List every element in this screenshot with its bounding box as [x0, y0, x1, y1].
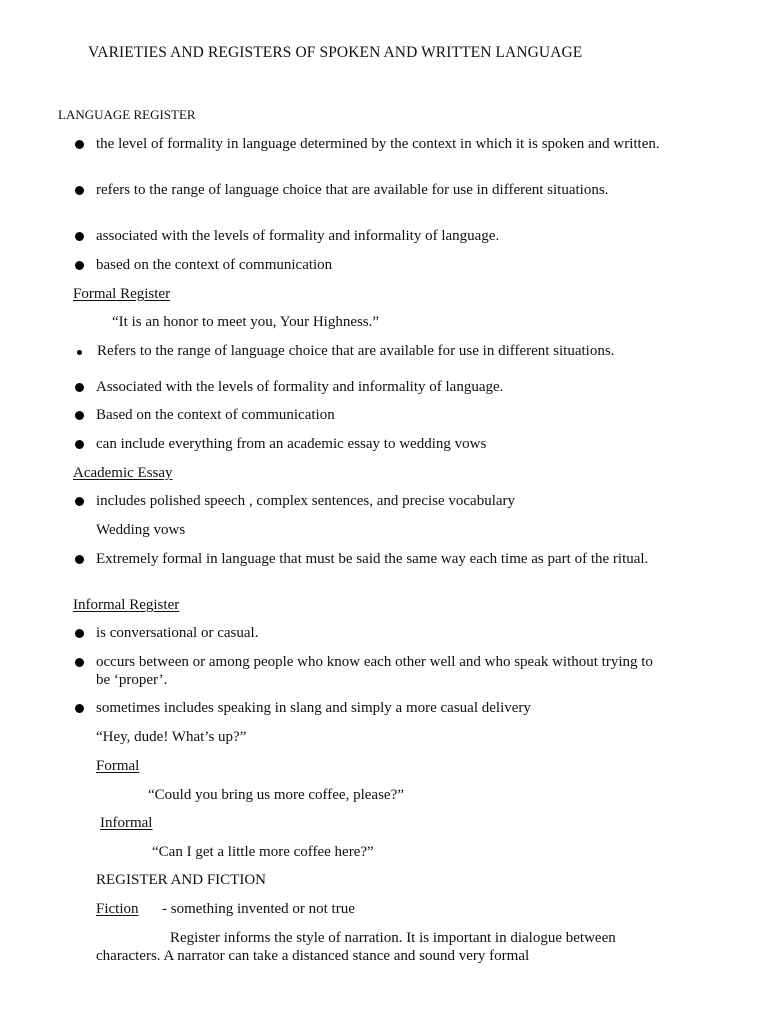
list-item: sometimes includes speaking in slang and simply a more casual delivery: [96, 700, 531, 716]
informal-example-label: Informal: [100, 815, 153, 831]
bullet-icon: [75, 383, 84, 392]
list-item: associated with the levels of formality and informality of language.: [96, 228, 500, 244]
wedding-vows-label: Wedding vows: [96, 522, 186, 538]
informal-example-quote: “Can I get a little more coffee here?”: [152, 844, 374, 860]
bullet-icon: [77, 350, 82, 355]
bullet-icon: [75, 629, 84, 638]
bullet-icon: [75, 704, 84, 713]
bullet-icon: [75, 186, 84, 195]
list-item: Associated with the levels of formality and informality of language.: [96, 379, 504, 395]
list-item: the level of formality in language determined by the context in which it is spoken and written.: [96, 136, 660, 152]
bullet-icon: [75, 497, 84, 506]
document-title: VARIETIES AND REGISTERS OF SPOKEN AND WRITTEN LANGUAGE: [88, 44, 583, 61]
bullet-icon: [75, 232, 84, 241]
formal-register-heading: Formal Register: [73, 286, 171, 302]
list-item: occurs between or among people who know each other well and who speak without trying to be ‘proper’.: [96, 654, 653, 688]
formal-example-quote: “Could you bring us more coffee, please?”: [148, 787, 404, 803]
list-item: Based on the context of communication: [96, 407, 335, 423]
bullet-icon: [75, 411, 84, 420]
bullet-icon: [75, 658, 84, 667]
fiction-paragraph: Register informs the style of narration. It is important in dialogue between characters. A narrator can take a distanced stance and sound very formal: [96, 930, 616, 964]
section-heading: LANGUAGE REGISTER: [58, 107, 196, 122]
bullet-icon: [75, 555, 84, 564]
academic-essay-heading: Academic Essay: [73, 465, 173, 481]
fiction-section-heading: REGISTER AND FICTION: [96, 872, 267, 888]
list-item: refers to the range of language choice that are available for use in different situations.: [96, 182, 609, 198]
formal-example-label: Formal: [96, 758, 140, 774]
list-item: can include everything from an academic essay to wedding vows: [96, 436, 487, 452]
informal-register-heading: Informal Register: [73, 597, 180, 613]
list-item: based on the context of communication: [96, 257, 333, 273]
list-item: Refers to the range of language choice that are available for use in different situations.: [97, 343, 615, 359]
list-item: includes polished speech , complex sentences, and precise vocabulary: [96, 493, 516, 509]
bullet-icon: [75, 140, 84, 149]
fiction-definition: - something invented or not true: [162, 901, 355, 917]
formal-register-example: “It is an honor to meet you, Your Highness.”: [112, 314, 380, 330]
list-item: Extremely formal in language that must be said the same way each time as part of the ritual.: [96, 551, 649, 567]
list-item: is conversational or casual.: [96, 625, 259, 641]
bullet-icon: [75, 440, 84, 449]
fiction-term: Fiction: [96, 901, 139, 917]
informal-register-example: “Hey, dude! What’s up?”: [96, 729, 247, 745]
bullet-icon: [75, 261, 84, 270]
